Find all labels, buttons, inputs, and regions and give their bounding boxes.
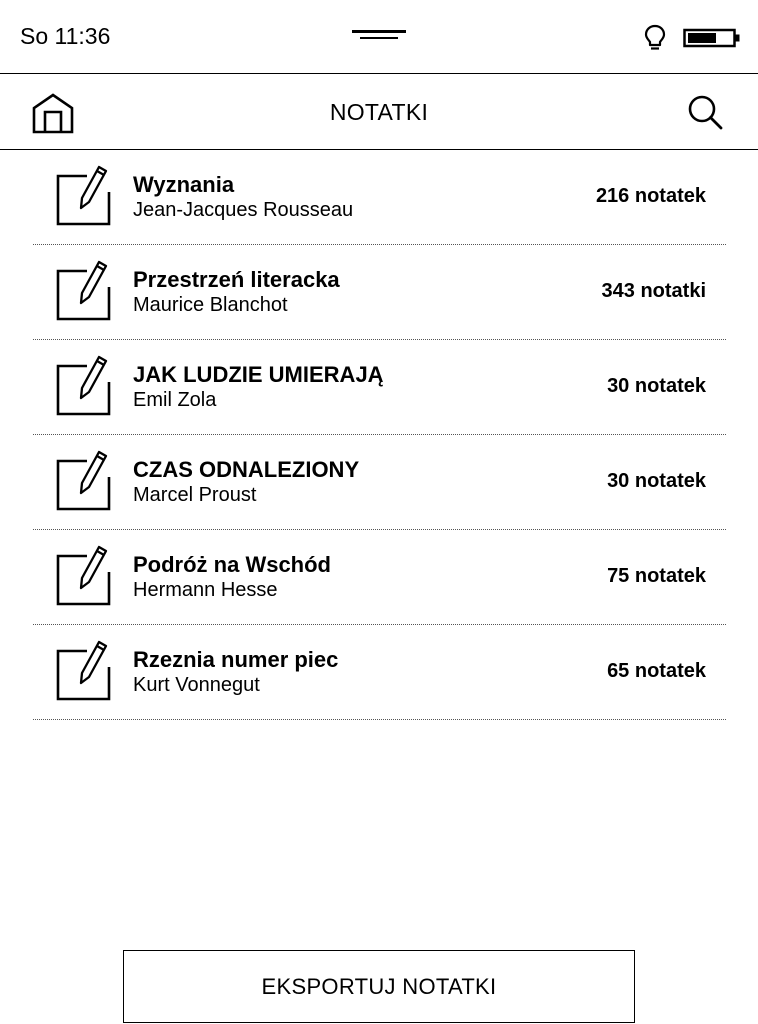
note-list-item[interactable] xyxy=(33,245,726,340)
note-book-title: Przestrzeń literacka xyxy=(133,267,340,292)
note-book-author: Kurt Vonnegut xyxy=(133,674,260,696)
note-book-title: CZAS ODNALEZIONY xyxy=(133,457,360,482)
note-edit-icon xyxy=(55,449,113,511)
note-count: 343 notatki xyxy=(601,280,706,302)
pull-down-handle-icon[interactable] xyxy=(352,30,406,42)
note-book-title: Podróż na Wschód xyxy=(133,552,331,577)
note-list-item[interactable] xyxy=(33,150,726,245)
note-list-item[interactable] xyxy=(33,435,726,530)
note-list-item[interactable] xyxy=(33,625,726,720)
note-edit-icon xyxy=(55,639,113,701)
notes-list xyxy=(33,150,726,720)
note-book-title: JAK LUDZIE UMIERAJĄ xyxy=(133,362,384,387)
note-edit-icon xyxy=(55,164,113,226)
note-count: 30 notatek xyxy=(607,470,706,492)
battery-icon xyxy=(683,28,741,48)
note-book-author: Emil Zola xyxy=(133,389,217,411)
note-book-author: Hermann Hesse xyxy=(133,579,278,601)
note-book-title: Wyznania xyxy=(133,172,235,197)
page-title: NOTATKI xyxy=(329,99,429,125)
note-edit-icon xyxy=(55,354,113,416)
note-book-author: Marcel Proust xyxy=(133,484,257,506)
frontlight-bulb-icon[interactable] xyxy=(642,24,668,52)
status-time: So 11:36 xyxy=(20,23,111,49)
note-count: 75 notatek xyxy=(607,565,706,587)
status-bar xyxy=(0,0,758,74)
note-count: 216 notatek xyxy=(595,185,706,207)
note-count: 65 notatek xyxy=(607,660,706,682)
note-count: 30 notatek xyxy=(607,375,706,397)
note-edit-icon xyxy=(55,544,113,606)
search-icon[interactable] xyxy=(684,92,728,132)
note-list-item[interactable] xyxy=(33,340,726,435)
note-book-title: Rzeznia numer piec xyxy=(133,647,339,672)
app-header xyxy=(0,74,758,150)
note-book-author: Jean-Jacques Rousseau xyxy=(133,199,354,221)
note-book-author: Maurice Blanchot xyxy=(133,294,288,316)
export-notes-button[interactable]: EKSPORTUJ NOTATKI xyxy=(123,950,635,1023)
note-edit-icon xyxy=(55,259,113,321)
note-list-item[interactable] xyxy=(33,530,726,625)
